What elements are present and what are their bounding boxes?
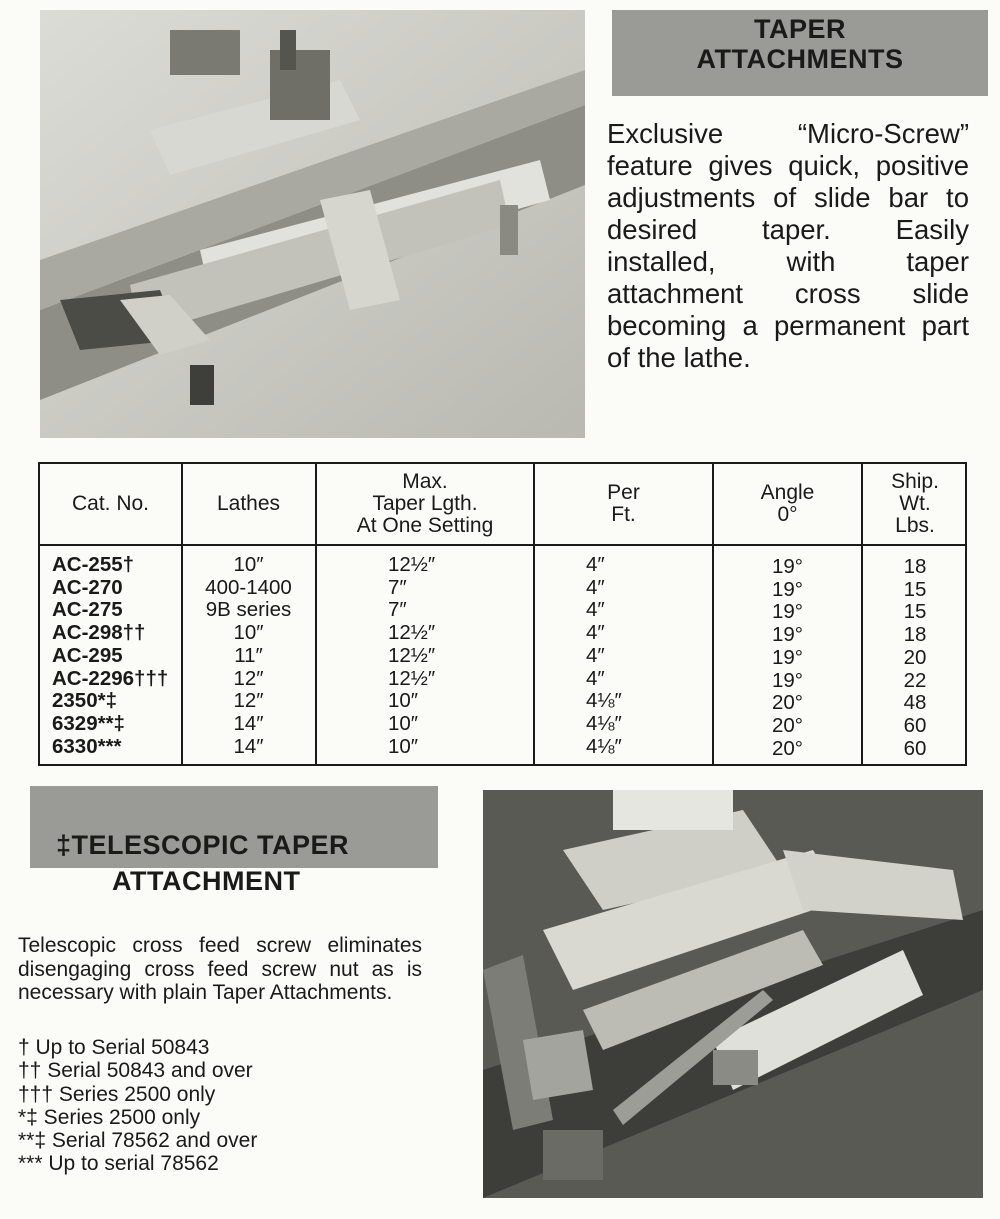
header-angle [714,464,861,544]
cell-wt: 22 [903,668,927,692]
cell-angle: 19° [771,577,803,601]
cell-max: 10″ [388,734,419,758]
column-angle [714,556,861,760]
cell-max: 12½″ [388,666,436,690]
header-ship-line-2: Wt. [899,492,931,515]
cell-per: 4″ [586,666,605,690]
header-per-ft [535,464,712,544]
header-max-line-1: Max. [402,470,448,493]
cell-lathes: 10″ [233,553,264,576]
header-max-line-3: At One Setting [356,514,494,537]
cell-per: 4″ [586,621,605,645]
cell-cat: 6330*** [52,734,122,758]
spec-table [38,462,967,766]
cell-per: 4⅛″ [586,689,622,713]
cell-angle: 19° [771,623,803,647]
cell-wt: 18 [903,555,927,578]
cell-per: 4″ [586,553,605,576]
cell-cat: AC-2296††† [52,666,169,690]
cell-angle: 19° [771,600,803,624]
footnote: † Up to Serial 50843 [18,1036,210,1059]
footnote: *** Up to serial 78562 [18,1152,219,1176]
cell-angle: 20° [771,713,803,737]
cell-per: 4″ [586,575,605,599]
cell-angle: 19° [771,668,803,692]
cell-cat: AC-270 [52,575,123,599]
cell-lathes: 12″ [233,689,264,713]
cell-wt: 18 [903,623,927,647]
cell-lathes: 14″ [233,734,264,758]
cell-max: 7″ [388,598,407,622]
column-max-taper [388,554,528,758]
cell-wt: 60 [903,736,927,760]
cell-max: 12½″ [388,621,436,645]
taper-attachment-photo [40,10,585,438]
column-cat-no [52,554,180,758]
header-max-line-2: Taper Lgth. [372,492,478,515]
cell-wt: 48 [903,691,927,715]
telescopic-attachment-photo [483,790,983,1198]
cell-wt: 60 [903,713,927,737]
cell-cat: AC-255† [52,553,135,576]
header-lathes-label: Lathes [216,492,281,515]
section-description: Telescopic cross feed screw eliminates disengaging cross feed screw nut as is necessary with plain Taper Attachments. [18,934,422,1004]
footnote: ††† Series 2500 only [18,1082,216,1106]
cell-wt: 15 [903,600,927,624]
cell-angle: 19° [771,555,803,578]
header-per-line-2: Ft. [611,503,636,526]
column-lathes [182,554,315,758]
cell-lathes: 14″ [233,711,264,735]
header-ship-line-1: Ship. [891,470,939,493]
column-ship-wt [863,556,967,760]
footnote: †† Serial 50843 and over [18,1059,253,1083]
cell-max: 10″ [388,711,419,735]
header-cat-no-label: Cat. No. [71,492,150,515]
header-cat-no [40,464,181,544]
cell-lathes: 400-1400 [205,575,292,599]
cell-lathes: 11″ [234,643,263,667]
cell-cat: AC-295 [52,643,123,667]
cell-per: 4⅛″ [586,711,622,735]
cell-lathes: 9B series [205,598,292,622]
header-per-line-1: Per [607,481,640,504]
cell-cat: AC-275 [52,598,123,622]
product-description: Exclusive “Micro-Screw” feature gives quick, positive adjustments of slide bar to desired taper. Easily installed, with taper attachment cross slide becoming a permanent part of the lathe. [607,118,969,373]
cell-per: 4″ [586,643,605,667]
cell-max: 12½″ [388,553,436,576]
section-title-line-1: ‡TELESCOPIC TAPER [56,830,350,860]
cell-lathes: 12″ [233,666,264,690]
header-angle-line-1: Angle [760,481,815,504]
cell-lathes: 10″ [233,621,264,645]
cell-per: 4⅛″ [586,734,622,758]
section-title-line-2: ATTACHMENT [112,866,301,896]
column-per-ft [586,554,706,758]
footnote: **‡ Serial 78562 and over [18,1129,258,1153]
cell-cat: AC-298†† [52,621,146,645]
page-title [612,14,988,74]
title-line-2: ATTACHMENTS [696,44,904,74]
header-max-taper [317,464,533,544]
header-ship-wt [863,464,967,544]
header-divider [40,544,965,546]
title-line-1: TAPER [753,14,846,44]
cell-max: 10″ [388,689,419,713]
cell-angle: 20° [771,691,803,715]
cell-per: 4″ [586,598,605,622]
header-ship-line-3: Lbs. [895,514,935,537]
header-angle-line-2: 0° [777,503,798,526]
footnotes [18,1036,257,1176]
cell-angle: 19° [771,645,803,669]
cell-max: 12½″ [388,643,436,667]
header-lathes [182,464,315,544]
cell-wt: 20 [903,645,927,669]
cell-wt: 15 [903,577,927,601]
footnote: *‡ Series 2500 only [18,1105,201,1129]
cell-angle: 20° [771,736,803,760]
cell-cat: 6329**‡ [52,711,125,735]
cell-cat: 2350*‡ [52,689,117,713]
cell-max: 7″ [388,575,407,599]
